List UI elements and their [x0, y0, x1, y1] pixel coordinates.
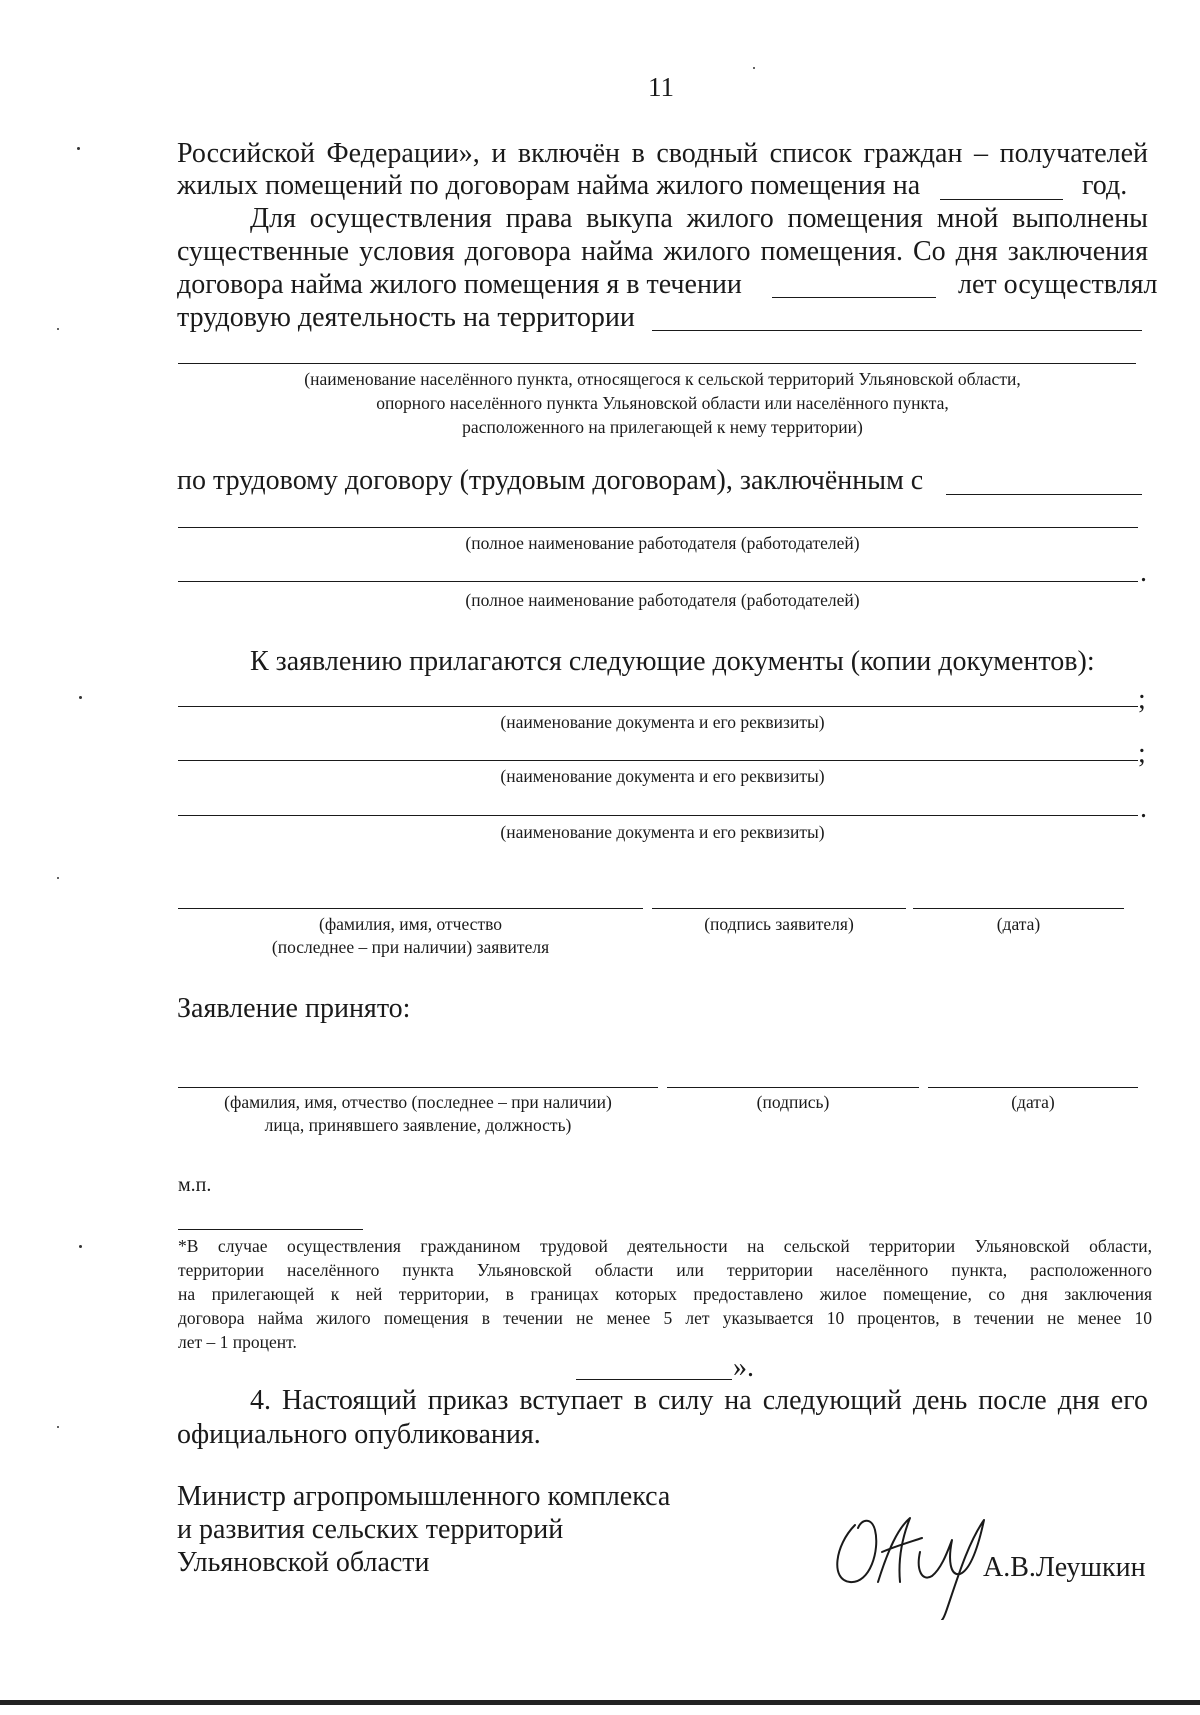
- document-blank-line-3: [178, 815, 1138, 816]
- locality-caption-2: опорного населённого пункта Ульяновской области или населённого пункта,: [376, 393, 949, 413]
- applicant-name-line: [178, 908, 643, 909]
- footnote-line-5: лет – 1 процент.: [178, 1332, 297, 1352]
- applicant-date-caption: (дата): [996, 914, 1041, 934]
- accepted-date-line: [928, 1087, 1138, 1088]
- intro-line-2: жилых помещений по договорам найма жилого помещения на: [177, 170, 921, 201]
- territory-blank-line: [652, 330, 1142, 331]
- scan-speck: [57, 1426, 59, 1428]
- year-blank-line: [940, 199, 1063, 200]
- years-blank-line: [772, 297, 936, 298]
- intro-line-4: существенные условия договора найма жилого помещения. Со дня заключения: [177, 236, 1148, 267]
- locality-caption-3: расположенного на прилегающей к нему территории): [462, 417, 863, 437]
- scan-speck: [79, 696, 82, 699]
- locality-caption-1: (наименование населённого пункта, относящегося к сельской территорий Ульяновской области,: [304, 369, 1021, 389]
- intro-line-3: Для осуществления права выкупа жилого помещения мной выполнены: [250, 203, 1148, 234]
- accepted-name-line: [178, 1087, 658, 1088]
- accepted-name-caption-2: лица, принявшего заявление, должность): [264, 1115, 572, 1135]
- clause-4-line-1: 4. Настоящий приказ вступает в силу на следующий день после дня его: [250, 1385, 1148, 1416]
- accepted-signature-caption: (подпись): [756, 1092, 830, 1112]
- intro-line-1: Российской Федерации», и включён в сводный список граждан – получателей: [177, 138, 1148, 169]
- scan-speck: [77, 147, 80, 150]
- document-blank-line-2: [178, 760, 1138, 761]
- document-caption-3: (наименование документа и его реквизиты): [500, 822, 825, 842]
- document-separator-3: .: [1140, 793, 1147, 824]
- years-label: лет осуществлял: [958, 269, 1158, 300]
- scan-speck: [79, 1245, 82, 1248]
- employer-caption-1: (полное наименование работодателя (работодателей): [465, 533, 860, 553]
- footnote-separator: [178, 1229, 363, 1230]
- intro-line-6: трудовую деятельность на территории: [177, 302, 635, 333]
- employer-blank-line-1: [178, 527, 1138, 528]
- applicant-signature-caption: (подпись заявителя): [704, 914, 854, 934]
- scan-speck: [57, 877, 59, 879]
- accepted-date-caption: (дата): [1011, 1092, 1055, 1112]
- intro-line-5: договора найма жилого помещения я в течении: [177, 269, 742, 300]
- footnote-line-4: договора найма жилого помещения в течении не менее 5 лет указывается 10 процентов, в течении не менее 10: [178, 1308, 1152, 1328]
- accepted-heading: Заявление принято:: [177, 993, 411, 1024]
- stamp-place-label: м.п.: [178, 1174, 212, 1196]
- footnote-line-2: территории населённого пункта Ульяновской области или территории населённого пункта, расположенного: [178, 1260, 1152, 1280]
- applicant-signature-line: [652, 908, 906, 909]
- contract-text: по трудовому договору (трудовым договорам), заключённым с: [177, 465, 924, 496]
- employer-period: .: [1140, 557, 1147, 588]
- attachments-heading: К заявлению прилагаются следующие документы (копии документов):: [250, 646, 1095, 677]
- minister-title-line-3: Ульяновской области: [177, 1547, 430, 1578]
- page-number: 11: [648, 72, 674, 102]
- scan-speck: [57, 328, 59, 330]
- closing-blank-line: [576, 1379, 732, 1380]
- footnote-line-3: на прилегающей к ней территории, в границах которых предоставлено жилое помещение, со дня заключения: [178, 1284, 1152, 1304]
- locality-blank-line: [178, 363, 1136, 364]
- scan-speck: [753, 67, 755, 69]
- document-separator-1: ;: [1138, 684, 1146, 715]
- employer-caption-2: (полное наименование работодателя (работодателей): [465, 590, 860, 610]
- accepted-name-caption-1: (фамилия, имя, отчество (последнее – при наличии): [224, 1092, 612, 1112]
- minister-name: А.В.Леушкин: [983, 1552, 1146, 1583]
- document-blank-line-1: [178, 706, 1138, 707]
- clause-4-line-2: официального опубликования.: [177, 1419, 541, 1450]
- document-caption-1: (наименование документа и его реквизиты): [500, 712, 825, 732]
- applicant-date-line: [913, 908, 1124, 909]
- applicant-name-caption-1: (фамилия, имя, отчество: [319, 914, 502, 934]
- accepted-signature-line: [667, 1087, 919, 1088]
- applicant-name-caption-2: (последнее – при наличии) заявителя: [271, 937, 550, 957]
- closing-mark: ».: [733, 1352, 754, 1383]
- minister-title-line-1: Министр агропромышленного комплекса: [177, 1481, 671, 1512]
- year-label: год.: [1082, 170, 1128, 201]
- footnote-line-1: *В случае осуществления гражданином трудовой деятельности на сельской территории Ульяновской области,: [178, 1236, 1152, 1256]
- contract-blank-line: [946, 494, 1142, 495]
- document-caption-2: (наименование документа и его реквизиты): [500, 766, 825, 786]
- employer-blank-line-2: [178, 581, 1138, 582]
- document-separator-2: ;: [1138, 738, 1146, 769]
- minister-title-line-2: и развития сельских территорий: [177, 1514, 564, 1545]
- scan-bottom-edge: [0, 1700, 1200, 1705]
